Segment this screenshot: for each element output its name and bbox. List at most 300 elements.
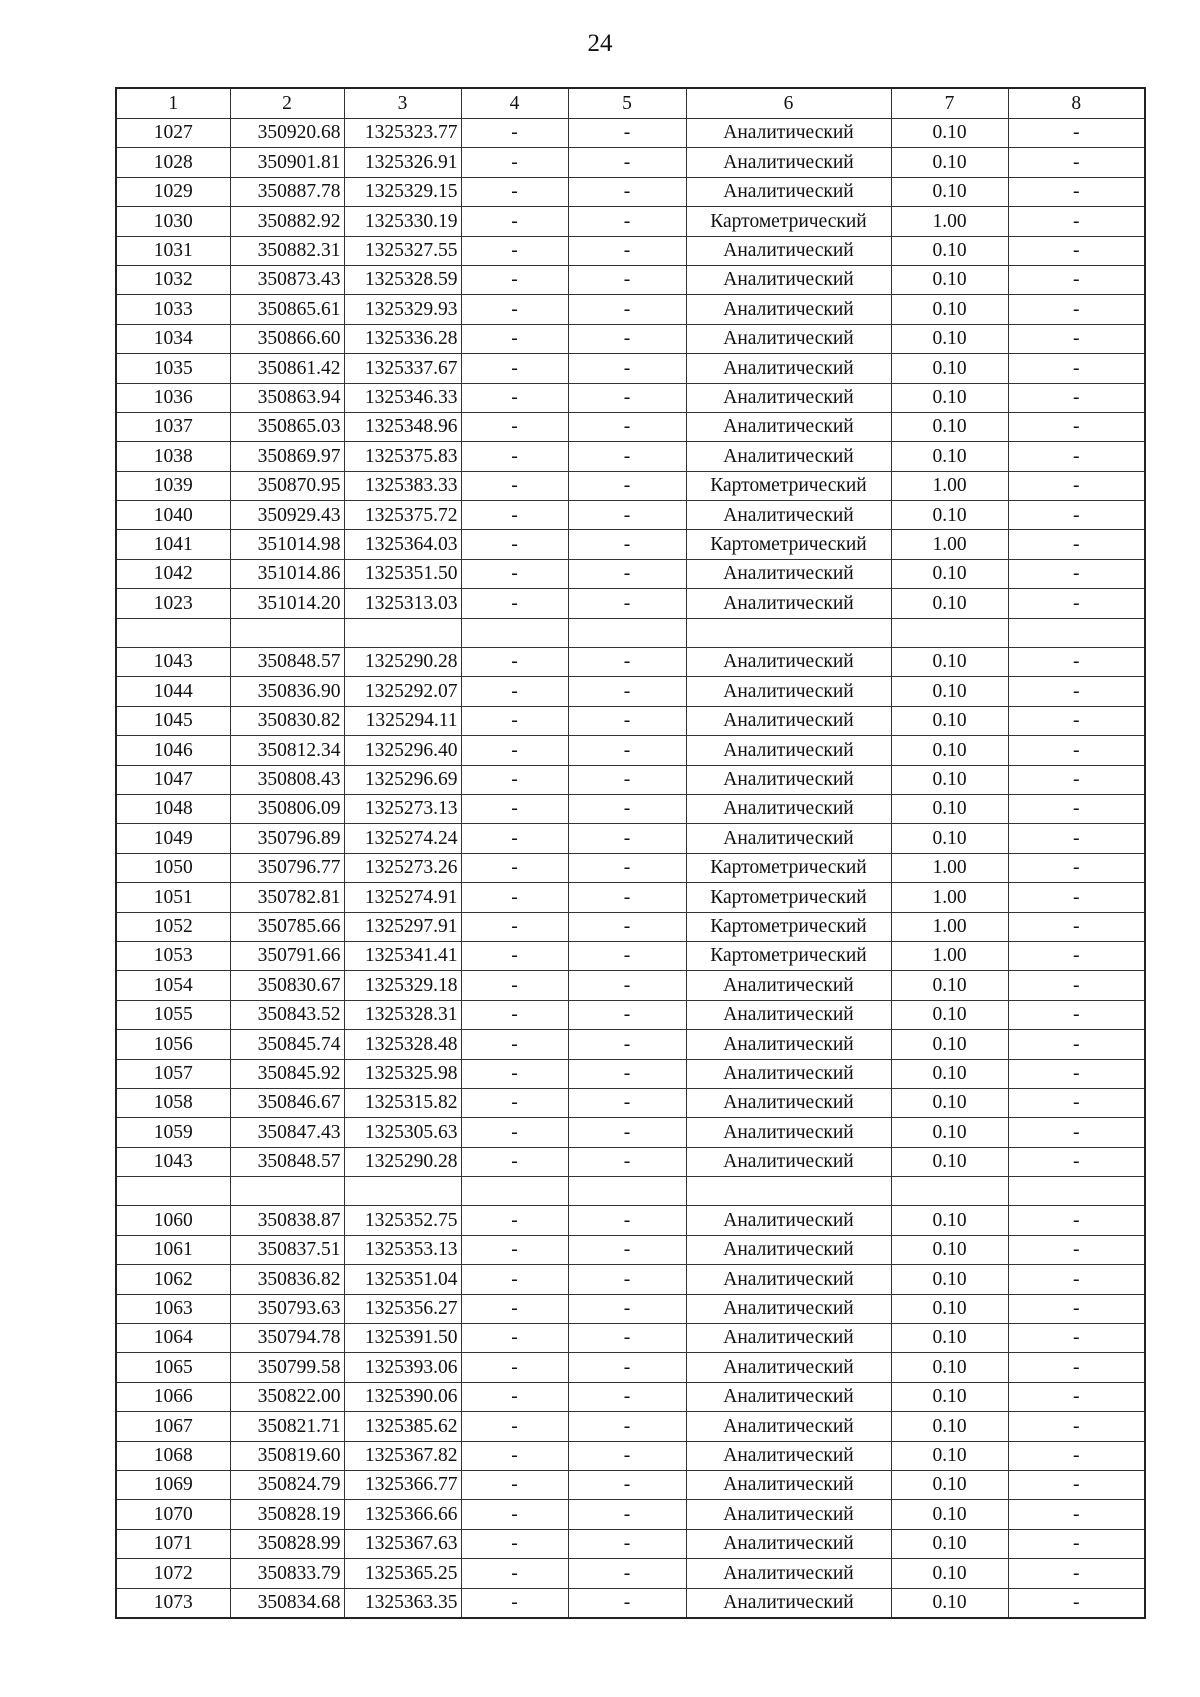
table-cell: 350830.82 bbox=[230, 706, 344, 735]
table-cell: 350901.81 bbox=[230, 148, 344, 177]
table-cell: Аналитический bbox=[686, 1294, 891, 1323]
table-cell: 1325297.91 bbox=[344, 912, 461, 941]
table-row bbox=[116, 1353, 1145, 1382]
table-cell: - bbox=[1008, 354, 1145, 383]
table-cell: 350846.67 bbox=[230, 1088, 344, 1117]
table-cell: - bbox=[1008, 530, 1145, 559]
table-cell: 1042 bbox=[116, 559, 230, 588]
table-cell: 1325290.28 bbox=[344, 648, 461, 677]
table-cell: - bbox=[568, 824, 686, 853]
table-cell: - bbox=[461, 1030, 568, 1059]
table-cell: - bbox=[461, 736, 568, 765]
table-cell: 350824.79 bbox=[230, 1470, 344, 1499]
table-row bbox=[116, 971, 1145, 1000]
table-cell: 350848.57 bbox=[230, 648, 344, 677]
column-header: 5 bbox=[568, 88, 686, 119]
table-row bbox=[116, 677, 1145, 706]
table-cell: - bbox=[568, 1000, 686, 1029]
table-cell bbox=[1008, 1177, 1145, 1206]
column-header: 3 bbox=[344, 88, 461, 119]
table-cell: 0.10 bbox=[891, 1000, 1008, 1029]
table-row bbox=[116, 295, 1145, 324]
column-header: 4 bbox=[461, 88, 568, 119]
table-cell: - bbox=[568, 177, 686, 206]
table-cell: 1.00 bbox=[891, 207, 1008, 236]
table-cell: - bbox=[1008, 941, 1145, 970]
table-cell: 0.10 bbox=[891, 971, 1008, 1000]
table-cell: Картометрический bbox=[686, 207, 891, 236]
table-cell: Аналитический bbox=[686, 1470, 891, 1499]
table-row bbox=[116, 236, 1145, 265]
table-cell: 0.10 bbox=[891, 412, 1008, 441]
table-cell: 350865.03 bbox=[230, 412, 344, 441]
table-cell: 1325329.18 bbox=[344, 971, 461, 1000]
table-cell: - bbox=[461, 1470, 568, 1499]
table-cell: 1055 bbox=[116, 1000, 230, 1029]
table-cell: - bbox=[568, 148, 686, 177]
table-cell: 1.00 bbox=[891, 883, 1008, 912]
table-cell: - bbox=[1008, 1441, 1145, 1470]
table-row bbox=[116, 1500, 1145, 1529]
table-cell: - bbox=[568, 883, 686, 912]
table-cell bbox=[230, 1177, 344, 1206]
table-cell: 0.10 bbox=[891, 648, 1008, 677]
table-row bbox=[116, 706, 1145, 735]
table-cell: - bbox=[568, 1470, 686, 1499]
table-cell: 1043 bbox=[116, 648, 230, 677]
table-cell: 351014.86 bbox=[230, 559, 344, 588]
table-cell: Картометрический bbox=[686, 530, 891, 559]
table-cell: - bbox=[461, 794, 568, 823]
table-cell: 1045 bbox=[116, 706, 230, 735]
table-cell: - bbox=[1008, 1382, 1145, 1411]
table-cell: Аналитический bbox=[686, 1147, 891, 1176]
table-cell: - bbox=[461, 1324, 568, 1353]
table-body bbox=[116, 88, 1145, 1618]
table-cell: - bbox=[568, 1588, 686, 1618]
table-cell bbox=[891, 1177, 1008, 1206]
table-cell: 1060 bbox=[116, 1206, 230, 1235]
table-cell: 1023 bbox=[116, 589, 230, 618]
table-cell: - bbox=[568, 501, 686, 530]
table-cell: - bbox=[568, 1441, 686, 1470]
table-cell: 1062 bbox=[116, 1265, 230, 1294]
table-cell: - bbox=[568, 853, 686, 882]
table-cell: - bbox=[568, 354, 686, 383]
table-cell: 1071 bbox=[116, 1529, 230, 1558]
table-cell: 1325329.93 bbox=[344, 295, 461, 324]
table-cell: Аналитический bbox=[686, 1030, 891, 1059]
table-cell: 350929.43 bbox=[230, 501, 344, 530]
table-cell: 1036 bbox=[116, 383, 230, 412]
table-cell: 1038 bbox=[116, 442, 230, 471]
table-cell: - bbox=[568, 530, 686, 559]
table-cell: 0.10 bbox=[891, 1206, 1008, 1235]
table-cell: - bbox=[461, 354, 568, 383]
table-cell: - bbox=[568, 1030, 686, 1059]
table-cell: 350812.34 bbox=[230, 736, 344, 765]
table-row bbox=[116, 1441, 1145, 1470]
table-cell: Аналитический bbox=[686, 1353, 891, 1382]
table-cell: 0.10 bbox=[891, 1412, 1008, 1441]
table-cell: 1325393.06 bbox=[344, 1353, 461, 1382]
table-cell: - bbox=[461, 442, 568, 471]
table-cell: 0.10 bbox=[891, 1030, 1008, 1059]
table-row bbox=[116, 941, 1145, 970]
table-row bbox=[116, 1147, 1145, 1176]
table-cell: - bbox=[461, 706, 568, 735]
column-header: 8 bbox=[1008, 88, 1145, 119]
table-cell: 1325294.11 bbox=[344, 706, 461, 735]
table-cell: - bbox=[461, 324, 568, 353]
table-cell: 1325329.15 bbox=[344, 177, 461, 206]
column-header: 2 bbox=[230, 88, 344, 119]
table-cell: 1047 bbox=[116, 765, 230, 794]
table-cell: 350821.71 bbox=[230, 1412, 344, 1441]
table-cell: Аналитический bbox=[686, 412, 891, 441]
table-cell: Картометрический bbox=[686, 471, 891, 500]
table-cell: - bbox=[461, 412, 568, 441]
table-cell: 1325348.96 bbox=[344, 412, 461, 441]
table-row bbox=[116, 824, 1145, 853]
table-cell: - bbox=[568, 1147, 686, 1176]
table-cell: 0.10 bbox=[891, 1529, 1008, 1558]
table-cell: Аналитический bbox=[686, 383, 891, 412]
table-cell: - bbox=[461, 530, 568, 559]
table-row bbox=[116, 648, 1145, 677]
table-cell: - bbox=[568, 1265, 686, 1294]
table-cell: 0.10 bbox=[891, 236, 1008, 265]
table-cell: - bbox=[461, 177, 568, 206]
table-row bbox=[116, 412, 1145, 441]
table-cell bbox=[344, 618, 461, 647]
table-cell: 1325385.62 bbox=[344, 1412, 461, 1441]
table-row bbox=[116, 559, 1145, 588]
table-cell: Аналитический bbox=[686, 706, 891, 735]
table-cell: 1325341.41 bbox=[344, 941, 461, 970]
table-cell: 1028 bbox=[116, 148, 230, 177]
table-cell: 350836.90 bbox=[230, 677, 344, 706]
table-cell: 1050 bbox=[116, 853, 230, 882]
table-cell: - bbox=[461, 1235, 568, 1264]
table-cell: Аналитический bbox=[686, 1412, 891, 1441]
table-cell: 1035 bbox=[116, 354, 230, 383]
table-row bbox=[116, 1206, 1145, 1235]
table-cell: 0.10 bbox=[891, 1441, 1008, 1470]
table-cell: - bbox=[568, 383, 686, 412]
table-cell: - bbox=[1008, 1206, 1145, 1235]
table-cell: Аналитический bbox=[686, 501, 891, 530]
table-cell: 1325274.91 bbox=[344, 883, 461, 912]
table-row bbox=[116, 1000, 1145, 1029]
table-cell: 0.10 bbox=[891, 501, 1008, 530]
table-row bbox=[116, 1529, 1145, 1558]
table-cell: 1325323.77 bbox=[344, 119, 461, 148]
table-cell: 350848.57 bbox=[230, 1147, 344, 1176]
table-cell: 0.10 bbox=[891, 677, 1008, 706]
table-cell: Аналитический bbox=[686, 236, 891, 265]
table-cell: - bbox=[461, 971, 568, 1000]
table-cell: 0.10 bbox=[891, 177, 1008, 206]
table-cell: - bbox=[1008, 383, 1145, 412]
table-cell: 1037 bbox=[116, 412, 230, 441]
table-cell: 350861.42 bbox=[230, 354, 344, 383]
table-cell: - bbox=[461, 883, 568, 912]
table-cell: Аналитический bbox=[686, 589, 891, 618]
table-cell: 1059 bbox=[116, 1118, 230, 1147]
table-cell: - bbox=[461, 1588, 568, 1618]
table-cell: 0.10 bbox=[891, 295, 1008, 324]
table-cell: Аналитический bbox=[686, 354, 891, 383]
table-cell: 350843.52 bbox=[230, 1000, 344, 1029]
table-cell: 1041 bbox=[116, 530, 230, 559]
table-cell: 0.10 bbox=[891, 559, 1008, 588]
table-cell: Аналитический bbox=[686, 1265, 891, 1294]
table-cell: - bbox=[461, 941, 568, 970]
table-cell: 1325367.82 bbox=[344, 1441, 461, 1470]
table-cell: 1325352.75 bbox=[344, 1206, 461, 1235]
table-cell: Аналитический bbox=[686, 324, 891, 353]
table-cell bbox=[1008, 618, 1145, 647]
table-cell: 1072 bbox=[116, 1559, 230, 1588]
table-cell: Аналитический bbox=[686, 736, 891, 765]
table-row bbox=[116, 354, 1145, 383]
column-header: 6 bbox=[686, 88, 891, 119]
table-cell: - bbox=[568, 412, 686, 441]
table-cell: - bbox=[568, 971, 686, 1000]
table-cell bbox=[116, 618, 230, 647]
table-cell: - bbox=[461, 1206, 568, 1235]
table-cell: 1325327.55 bbox=[344, 236, 461, 265]
table-cell: - bbox=[461, 501, 568, 530]
table-cell: 1073 bbox=[116, 1588, 230, 1618]
table-cell: - bbox=[461, 207, 568, 236]
table-cell: 0.10 bbox=[891, 794, 1008, 823]
table-cell: 1325330.19 bbox=[344, 207, 461, 236]
table-cell: Картометрический bbox=[686, 912, 891, 941]
table-cell: - bbox=[568, 1500, 686, 1529]
table-cell: 1061 bbox=[116, 1235, 230, 1264]
table-cell: Аналитический bbox=[686, 824, 891, 853]
table-cell: 350920.68 bbox=[230, 119, 344, 148]
table-cell: - bbox=[461, 471, 568, 500]
table-cell: Аналитический bbox=[686, 559, 891, 588]
table-row bbox=[116, 1294, 1145, 1323]
table-row bbox=[116, 1235, 1145, 1264]
table-cell: Картометрический bbox=[686, 883, 891, 912]
table-cell: - bbox=[1008, 1235, 1145, 1264]
table-cell: Аналитический bbox=[686, 1500, 891, 1529]
table-cell: 1032 bbox=[116, 265, 230, 294]
column-header: 1 bbox=[116, 88, 230, 119]
table-cell: - bbox=[461, 148, 568, 177]
table-cell: 1.00 bbox=[891, 941, 1008, 970]
table-cell: - bbox=[1008, 1588, 1145, 1618]
table-cell: 1325366.77 bbox=[344, 1470, 461, 1499]
table-cell: Аналитический bbox=[686, 1206, 891, 1235]
table-cell: - bbox=[1008, 1500, 1145, 1529]
table-cell: - bbox=[568, 677, 686, 706]
table-cell: 0.10 bbox=[891, 1147, 1008, 1176]
table-row bbox=[116, 1030, 1145, 1059]
table-cell: - bbox=[461, 1382, 568, 1411]
table-cell: - bbox=[1008, 177, 1145, 206]
table-cell: 350796.77 bbox=[230, 853, 344, 882]
table-cell: - bbox=[1008, 971, 1145, 1000]
table-cell: - bbox=[461, 1412, 568, 1441]
table-cell: 0.10 bbox=[891, 324, 1008, 353]
table-row bbox=[116, 1588, 1145, 1618]
table-row bbox=[116, 265, 1145, 294]
table-row bbox=[116, 1059, 1145, 1088]
table-cell: - bbox=[461, 265, 568, 294]
table-cell: 350870.95 bbox=[230, 471, 344, 500]
table-cell: 350834.68 bbox=[230, 1588, 344, 1618]
table-cell: Аналитический bbox=[686, 1324, 891, 1353]
table-cell: - bbox=[568, 706, 686, 735]
table-cell: - bbox=[1008, 765, 1145, 794]
table-cell: Аналитический bbox=[686, 1059, 891, 1088]
table-cell: - bbox=[1008, 1088, 1145, 1117]
table-cell: 0.10 bbox=[891, 442, 1008, 471]
table-row bbox=[116, 324, 1145, 353]
table-cell: 1325305.63 bbox=[344, 1118, 461, 1147]
table-cell: - bbox=[461, 589, 568, 618]
table-cell bbox=[686, 1177, 891, 1206]
table-row bbox=[116, 736, 1145, 765]
table-cell: Аналитический bbox=[686, 1382, 891, 1411]
table-cell: Картометрический bbox=[686, 853, 891, 882]
table-cell: - bbox=[568, 912, 686, 941]
table-cell: - bbox=[1008, 1412, 1145, 1441]
table-cell: 0.10 bbox=[891, 1500, 1008, 1529]
table-row bbox=[116, 883, 1145, 912]
table-cell: 350785.66 bbox=[230, 912, 344, 941]
table-cell: 350845.92 bbox=[230, 1059, 344, 1088]
table-cell: 1325273.13 bbox=[344, 794, 461, 823]
table-row bbox=[116, 589, 1145, 618]
table-cell: 0.10 bbox=[891, 1470, 1008, 1499]
table-cell: - bbox=[568, 1235, 686, 1264]
table-cell: 350828.99 bbox=[230, 1529, 344, 1558]
table-cell: 1064 bbox=[116, 1324, 230, 1353]
table-cell: - bbox=[568, 1382, 686, 1411]
table-cell: - bbox=[461, 236, 568, 265]
table-cell: - bbox=[1008, 1559, 1145, 1588]
table-cell: 350847.43 bbox=[230, 1118, 344, 1147]
table-cell: 350838.87 bbox=[230, 1206, 344, 1235]
table-cell: 1325375.72 bbox=[344, 501, 461, 530]
table-cell: 1044 bbox=[116, 677, 230, 706]
table-cell: 0.10 bbox=[891, 1118, 1008, 1147]
table-cell: - bbox=[1008, 677, 1145, 706]
column-header: 7 bbox=[891, 88, 1008, 119]
table-cell: 0.10 bbox=[891, 1559, 1008, 1588]
table-cell: 1325328.31 bbox=[344, 1000, 461, 1029]
table-cell: 0.10 bbox=[891, 1294, 1008, 1323]
table-cell: - bbox=[1008, 736, 1145, 765]
table-cell: - bbox=[461, 1294, 568, 1323]
table-cell: 1325351.04 bbox=[344, 1265, 461, 1294]
table-cell: 1325383.33 bbox=[344, 471, 461, 500]
table-cell bbox=[116, 1177, 230, 1206]
table-cell: 1043 bbox=[116, 1147, 230, 1176]
table-row bbox=[116, 148, 1145, 177]
table-cell: 0.10 bbox=[891, 1324, 1008, 1353]
table-cell: 350869.97 bbox=[230, 442, 344, 471]
table-cell: - bbox=[568, 265, 686, 294]
table-cell: - bbox=[568, 765, 686, 794]
table-cell: 1325390.06 bbox=[344, 1382, 461, 1411]
table-cell: 350796.89 bbox=[230, 824, 344, 853]
table-cell: 350806.09 bbox=[230, 794, 344, 823]
table-cell: 1066 bbox=[116, 1382, 230, 1411]
table-row bbox=[116, 119, 1145, 148]
table-cell: 1325363.35 bbox=[344, 1588, 461, 1618]
table-cell: 350865.61 bbox=[230, 295, 344, 324]
table-cell: Аналитический bbox=[686, 971, 891, 1000]
table-cell: - bbox=[1008, 794, 1145, 823]
table-cell: - bbox=[568, 1353, 686, 1382]
table-cell: 350793.63 bbox=[230, 1294, 344, 1323]
table-cell: 1325296.40 bbox=[344, 736, 461, 765]
table-cell: 1051 bbox=[116, 883, 230, 912]
table-cell: 1325328.48 bbox=[344, 1030, 461, 1059]
table-cell: - bbox=[1008, 207, 1145, 236]
table-cell: 1046 bbox=[116, 736, 230, 765]
table-cell: 1325328.59 bbox=[344, 265, 461, 294]
table-cell: 1325336.28 bbox=[344, 324, 461, 353]
table-cell bbox=[230, 618, 344, 647]
table-cell: - bbox=[1008, 119, 1145, 148]
table-cell: - bbox=[461, 1265, 568, 1294]
table-cell: 0.10 bbox=[891, 265, 1008, 294]
table-cell: Аналитический bbox=[686, 265, 891, 294]
table-cell: 1325290.28 bbox=[344, 1147, 461, 1176]
table-cell: 350830.67 bbox=[230, 971, 344, 1000]
table-cell: - bbox=[461, 559, 568, 588]
table-cell: 350866.60 bbox=[230, 324, 344, 353]
table-cell: Аналитический bbox=[686, 1088, 891, 1117]
table-cell: - bbox=[568, 794, 686, 823]
table-cell: 350828.19 bbox=[230, 1500, 344, 1529]
table-cell: - bbox=[461, 765, 568, 794]
table-row bbox=[116, 1382, 1145, 1411]
table-cell: - bbox=[461, 383, 568, 412]
table-cell: Аналитический bbox=[686, 1235, 891, 1264]
table-cell: - bbox=[1008, 1059, 1145, 1088]
table-cell: - bbox=[568, 736, 686, 765]
table-cell: 1325292.07 bbox=[344, 677, 461, 706]
table-cell: 1.00 bbox=[891, 912, 1008, 941]
table-cell: 350836.82 bbox=[230, 1265, 344, 1294]
table-cell: Аналитический bbox=[686, 1118, 891, 1147]
table-cell: 350837.51 bbox=[230, 1235, 344, 1264]
table-cell: Аналитический bbox=[686, 765, 891, 794]
table-cell: 0.10 bbox=[891, 1588, 1008, 1618]
table-cell: 1063 bbox=[116, 1294, 230, 1323]
table-cell: 1325273.26 bbox=[344, 853, 461, 882]
table-cell: - bbox=[1008, 1529, 1145, 1558]
table-cell: 350887.78 bbox=[230, 177, 344, 206]
table-cell: Аналитический bbox=[686, 1441, 891, 1470]
table-cell: - bbox=[1008, 148, 1145, 177]
table-row bbox=[116, 853, 1145, 882]
table-cell: 1039 bbox=[116, 471, 230, 500]
table-cell: 1325367.63 bbox=[344, 1529, 461, 1558]
table-cell: - bbox=[461, 1559, 568, 1588]
table-cell: - bbox=[1008, 1000, 1145, 1029]
